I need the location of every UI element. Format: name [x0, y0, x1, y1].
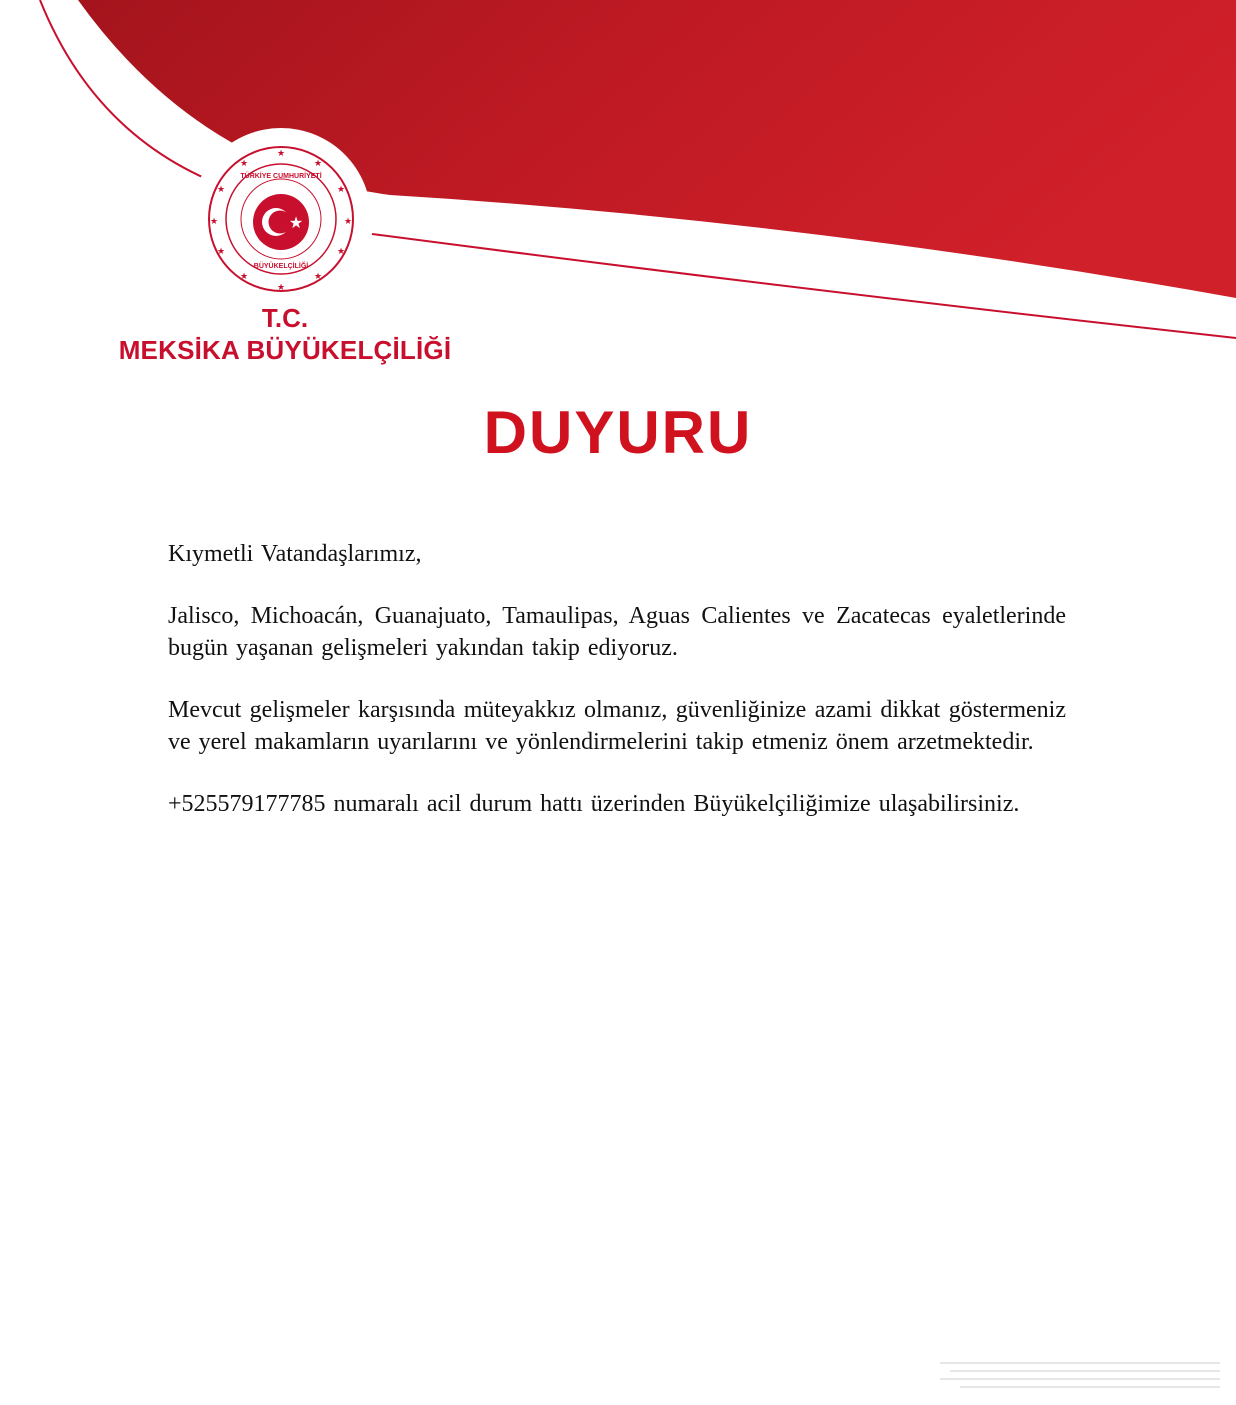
paragraph-2: Mevcut gelişmeler karşısında müteyakkız olmanız, güvenliğinize azami dikkat göstermeniz ve yerel makamların uyarılarını ve yönlendirmelerini takip etmeniz önem arzetmektedir.: [168, 697, 1066, 755]
svg-text:★: ★: [216, 184, 226, 194]
svg-text:★: ★: [313, 158, 323, 168]
seal-text-top: TÜRKİYE CUMHURİYETİ: [240, 173, 322, 180]
announcement-body: [168, 538, 1066, 850]
salutation: Kıymetli Vatandaşlarımız,: [168, 541, 422, 567]
svg-text:★: ★: [209, 216, 219, 226]
paragraph-3: +525579177785 numaralı acil durum hattı üzerinden Büyükelçiliğimize ulaşabilirsiniz.: [168, 791, 1020, 817]
svg-text:★: ★: [276, 282, 286, 292]
svg-text:★: ★: [336, 246, 346, 256]
embassy-seal-icon: [206, 144, 356, 294]
paragraph-1: Jalisco, Michoacán, Guanajuato, Tamaulipas, Aguas Calientes ve Zacatecas eyaletlerinde bugün yaşanan gelişmeleri yakından takip ediyoruz.: [168, 603, 1066, 661]
org-abbreviation: T.C.: [261, 303, 309, 333]
svg-text:★: ★: [239, 158, 249, 168]
svg-text:★: ★: [276, 148, 286, 158]
watermark-icon: [930, 1355, 1226, 1395]
svg-text:★: ★: [239, 271, 249, 281]
page-title: DUYURU: [483, 399, 753, 466]
svg-text:★: ★: [288, 215, 304, 232]
seal-text-bottom: BÜYÜKELÇİLİĞİ: [253, 263, 309, 270]
org-full-name: MEKSİKA BÜYÜKELÇİLİĞİ: [118, 335, 452, 365]
svg-text:★: ★: [313, 271, 323, 281]
organization-name: [90, 302, 480, 366]
svg-text:★: ★: [343, 216, 353, 226]
svg-text:★: ★: [216, 246, 226, 256]
svg-text:★: ★: [336, 184, 346, 194]
crescent-star-icon: [253, 194, 309, 250]
